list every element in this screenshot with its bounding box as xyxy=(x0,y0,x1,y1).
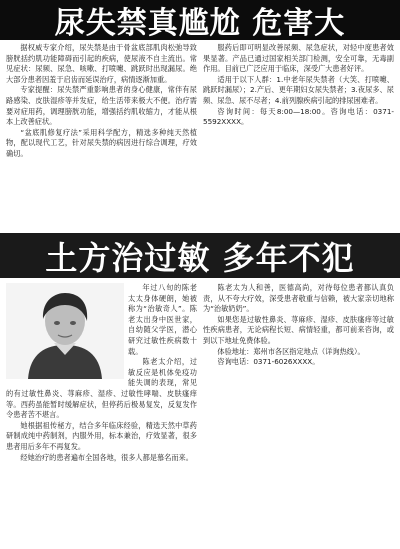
paragraph: “盆底肌修复疗法”采用科学配方，精选多种纯天然植物，配以现代工艺，针对尿失禁的病因进行综合调理，疗效确切。 xyxy=(6,127,197,158)
ad1-column-right xyxy=(203,43,394,230)
paragraph: 专家提醒：尿失禁严重影响患者的身心健康，常伴有尿路感染、皮肤湿疹等并发症，给生活带来极大不便。治疗需要对症用药，调理膀胱功能，增强括约肌收缩力，才能从根本上改善症状。 xyxy=(6,85,197,127)
paragraph: 她根据祖传秘方，结合多年临床经验，精选天然中草药研制成纯中药制剂，内服外用，标本兼治，疗效显著，很多患者用后多年不再复发。 xyxy=(6,420,197,451)
portrait-photo xyxy=(6,283,124,379)
paragraph: 体验地址：郑州市各区指定地点（详询热线）。 xyxy=(217,346,365,356)
paragraph: 服药后即可明显改善尿频、尿急症状，对轻中度患者效果显著。产品已通过国家相关部门检测，安全可靠，无毒副作用。目前已广泛应用于临床，深受广大患者好评。 xyxy=(203,43,394,74)
paragraph: 咨询电话：0371-6026XXXX。 xyxy=(217,357,320,367)
paragraph: 适用于以下人群：1.中老年尿失禁者（大笑、打喷嚏、跳跃时漏尿）；2.产后、更年期妇女尿失禁者；3.夜尿多、尿频、尿急、尿不尽者；4.前列腺疾病引起的排尿困难者。 xyxy=(203,74,394,105)
paragraph: 据权威专家介绍，尿失禁是由于骨盆底部肌肉松弛导致膀胱括约肌功能障碍而引起的疾病，使尿液不自主流出。常见症状：尿频、尿急、咳嗽、打喷嚏、跳跃时出现漏尿。绝大部分患者因羞于启齿而延误治疗，病情逐渐加重。 xyxy=(6,43,197,84)
ad1-headline: 尿失禁真尴尬 危害大 xyxy=(0,0,400,40)
ad1-column-left xyxy=(6,43,197,230)
paragraph: 陈老太为人和善，医德高尚，对待每位患者都认真负责，从不夸大疗效，深受患者敬重与信赖，被大家亲切地称为“治敏奶奶”。 xyxy=(203,283,394,314)
ad1-body xyxy=(6,43,394,230)
paragraph: 经她治疗的患者遍布全国各地，很多人都是慕名而来。 xyxy=(20,452,193,462)
paragraph: 咨询时间：每天8:00—18:00。咨询电话：0371-5592XXXX。 xyxy=(203,106,394,127)
paragraph: 如果您是过敏性鼻炎、荨麻疹、湿疹、皮肤瘙痒等过敏性疾病患者，无论病程长短、病情轻重，都可前来咨询，或到以下地址免费体验。 xyxy=(203,314,394,345)
paragraph: 陈老太介绍，过敏反应是机体免疫功能失调的表现，常见的有过敏性鼻炎、荨麻疹、湿疹、过敏性哮喘、皮肤瘙痒等。西药虽能暂时缓解症状，但停药后极易复发，反复发作令患者苦不堪言。 xyxy=(6,357,197,420)
ad2-column-right xyxy=(203,283,394,545)
paragraph: 年过八旬的陈老太太身体硬朗，她被称为“治敏奇人”。陈老太出身中医世家，自幼随父学医，潜心研究过敏性疾病数十载。 xyxy=(128,283,197,356)
ad2-headline: 土方治过敏 多年不犯 xyxy=(0,233,400,278)
elderly-woman-photo xyxy=(6,283,124,379)
